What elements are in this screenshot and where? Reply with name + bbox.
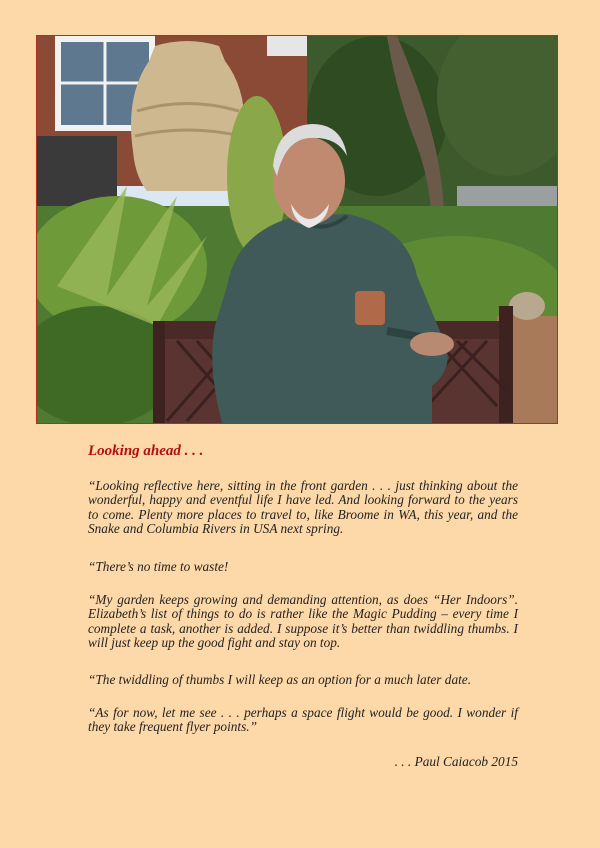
paragraph-reflective: “Looking reflective here, sitting in the front garden . . . just thinking about the wonderful, happy and eventful life I have led. And looking forward to the years to come. Plenty more places to travel to, like Broome in WA, this year, and the Snake and Columbia Rivers in USA next spring. <box>88 478 518 536</box>
photo-man-on-bench <box>36 35 558 424</box>
section-heading: Looking ahead . . . <box>88 443 204 459</box>
paragraph-no-time: “There’s no time to waste! <box>88 559 229 574</box>
paragraph-space-flight: “As for now, let me see . . . perhaps a space flight would be good. I wonder if they take frequent flyer points.” <box>88 705 518 735</box>
garden-photo <box>37 36 557 423</box>
paragraph-garden: “My garden keeps growing and demanding attention, as does “Her Indoors”. Elizabeth’s list of things to do is rather like the Magic Pudding – every time I complete a task, another is added. I suppose it’s better than twiddling thumbs. I will just keep up the good fight and stay on top. <box>88 592 518 650</box>
paragraph-twiddling: “The twiddling of thumbs I will keep as an option for a much later date. <box>88 672 472 687</box>
signature: . . . Paul Caiacob 2015 <box>394 754 518 769</box>
